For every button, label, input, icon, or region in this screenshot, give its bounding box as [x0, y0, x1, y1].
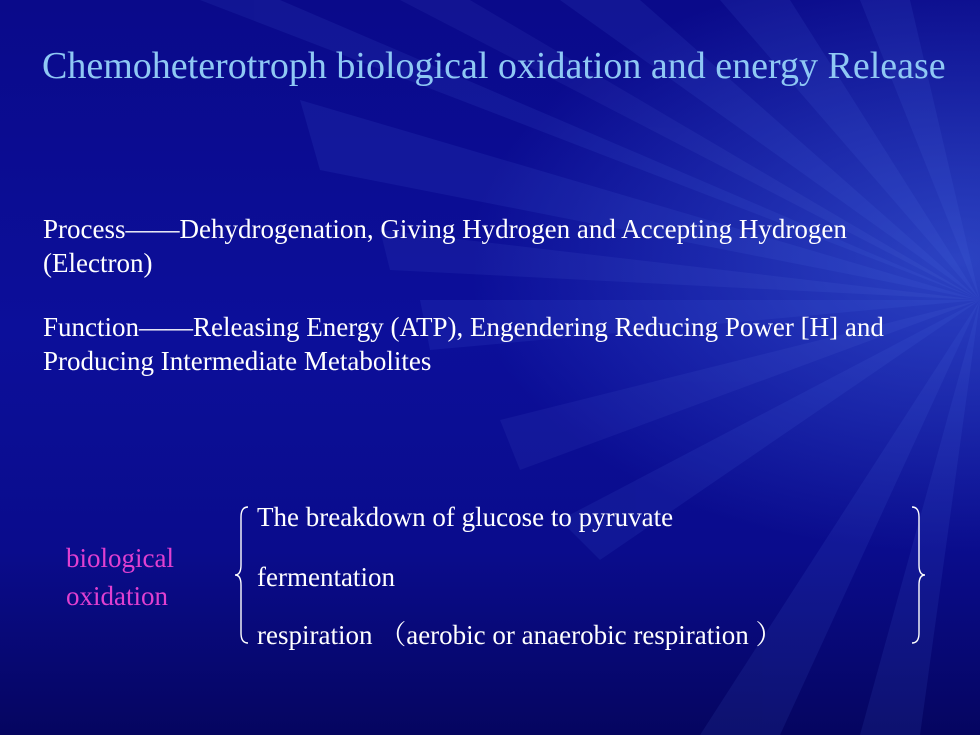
function-text: Function——Releasing Energy (ATP), Engendering Reducing Power [H] and Producing Intermediate Metabolites — [43, 312, 884, 376]
list-item: fermentation — [257, 562, 395, 592]
biological-oxidation-label — [66, 539, 174, 615]
list-item: The breakdown of glucose to pyruvate — [257, 502, 674, 532]
label-line-1: biological — [66, 543, 174, 573]
label-line-2: oxidation — [66, 581, 168, 611]
right-brace — [908, 505, 928, 645]
slide-title: Chemoheterotroph biological oxidation and energy Release — [42, 45, 946, 87]
process-text: Process——Dehydrogenation, Giving Hydrogen and Accepting Hydrogen (Electron) — [43, 214, 847, 278]
list-item: respiration （aerobic or anaerobic respiration ） — [257, 620, 783, 650]
left-brace — [232, 505, 252, 645]
